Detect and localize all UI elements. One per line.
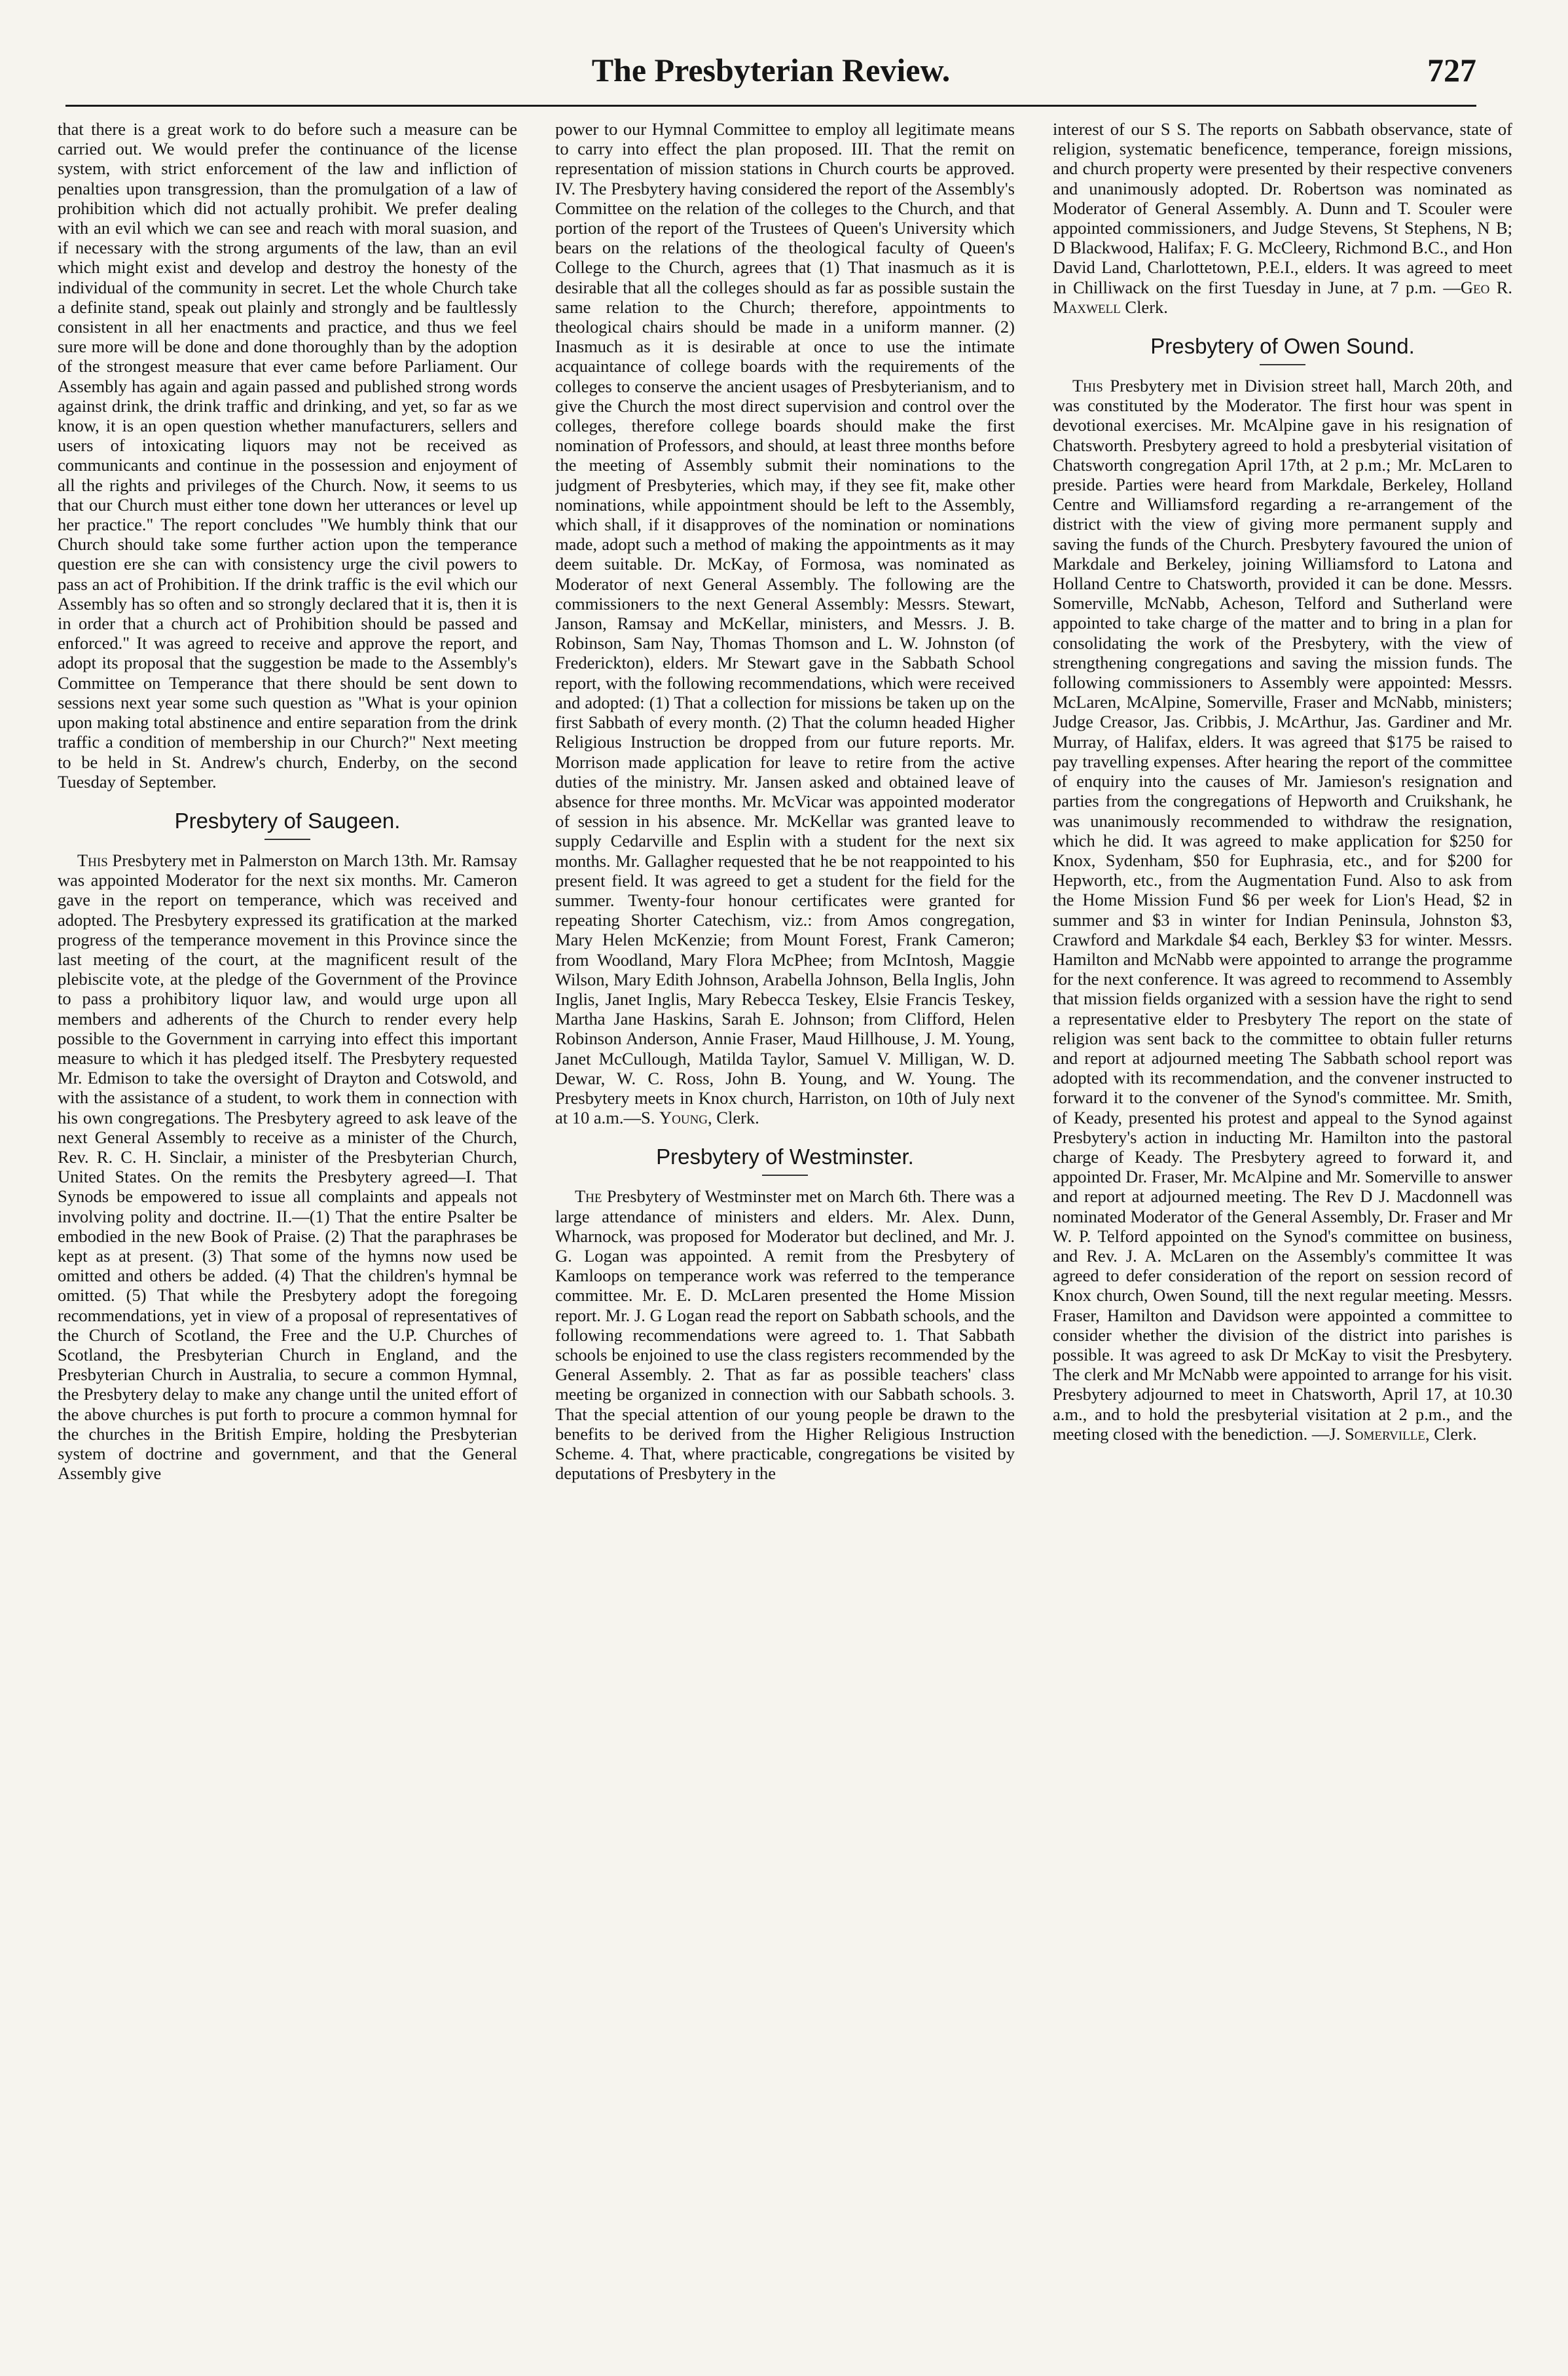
heading-rule [1260, 364, 1305, 365]
clerk-signature: Young [659, 1108, 708, 1128]
section-heading-owen-sound [1053, 334, 1512, 365]
heading-rule [264, 839, 310, 840]
heading-rule [762, 1175, 808, 1176]
article-paragraph [1053, 376, 1512, 1444]
article-continuation: that there is a great work to do before such a measure can be carried out. We would prefer the continuance of the license system, with strict enforcement of the law and infliction of penalties upon transgression, than the promulgation of a law of prohibition which did not actually prohibit. We prefer dealing with an evil which we can see and reach with moral suasion, and if necessary with the strong arguments of the law, than an evil which might exist and develop and destroy the honesty of the individual of the community in secret. Let the whole Church take a definite stand, speak out plainly and strongly and be faultlessly consistent in all her enactments and practice, and thus we feel sure more will be done and done thoroughly than by the adoption of the strongest measure that ever came before Parliament. Our Assembly has again and again passed and published strong words against drink, the drink traffic and drinking, and yet, so far as we know, it is an open question whether manufacturers, sellers and users of intoxicating liquors may not be received as communicants and continue in the possession and enjoyment of all the rights and privileges of the Church. Now, it seems to us that our Church must either tone down her utterances or level up her practice." The report concludes "We humbly think that our Church should take some further action upon the temperance question ere she can with consistency urge the civil powers to pass an act of Prohibition. If the drink traffic is the evil which our Assembly has so often and so strongly declared that it is, then it is in order that a church act of Prohibition should be passed and enforced." It was agreed to receive and approve the report, and adopt its proposal that the suggestion be made to the Assembly's Committee on Temperance that there should be sent down to sessions next year some such question as "What is your opinion upon making total abstinence and entire separation from the drink traffic a condition of membership in our Church?" Next meeting to be held in St. Andrew's church, Enderby, on the second Tuesday of September. [58, 119, 517, 792]
paragraph-text: interest of our S S. The reports on Sabbath observance, state of religion, systematic beneficence, temperance, foreign missions, and church property were presented by their respective conveners and unanimously adopted. Dr. Robertson was nominated as Moderator of General Assembly. A. Dunn and T. Scouler were appointed commissioners, and Judge Stevens, St Stephens, N B; D Blackwood, Halifax; F. G. McCleery, Richmond B.C., and Hon David Land, Charlottetown, P.E.I., elders. It was agreed to meet in Chilliwack on the first Tuesday in June, at 7 p.m. — [1053, 119, 1512, 297]
section-heading-text: Presbytery of Owen Sound. [1150, 334, 1415, 359]
column-2 [555, 119, 1015, 2358]
clerk-signature: Somerville [1344, 1423, 1425, 1444]
signature-suffix: , Clerk. [708, 1108, 759, 1128]
article-paragraph [555, 1186, 1015, 1483]
lead-word: The [575, 1186, 602, 1207]
paragraph-text: Presbytery met in Palmerston on March 13th. Mr. Ramsay was appointed Moderator for the next six months. Mr. Cameron gave in the report on temperance, which was received and adopted. The Presbytery expressed its gratification at the marked progress of the temperance movement in this Province since the last meeting of the court, at the magnificent result of the plebiscite vote, at the pledge of the Government of the Province to pass a prohibitory liquor law, and would urge upon all members and adherents of the Church to render every help possible to the Government in carrying into effect this important measure to which it has pledged itself. The Presbytery requested Mr. Edmison to take the oversight of Drayton and Cotswold, and with the assistance of a student, to work them in connection with his own congregations. The Presbytery agreed to ask leave of the next General Assembly to receive as a minister of the Church, Rev. R. C. H. Sinclair, a minister of the Presbyterian Church, United States. On the remits the Presbytery agreed—I. That Synods be empowered to issue all complaints and appeals not involving polity and doctrine. II.—(1) That the entire Psalter be embodied in the new Book of Praise. (2) That the paraphrases be kept as at present. (3) That some of the hymns now used be omitted and others be added. (4) That the children's hymnal be omitted. (5) That while the Presbytery adopt the foregoing recommendations, yet in view of a proposal of representatives of the Church of Scotland, the Free and the U.P. Churches of Scotland, the Presbyterian Church in England, and the Presbyterian Church in Australia, to secure a common Hymnal, the Presbytery delay to make any change until the united effort of the above churches is put forth to procure a common hymnal for the churches in the British Empire, holding the Presbyterian system of doctrine and government, and that the General Assembly give [58, 850, 517, 1484]
lead-word: This [77, 850, 108, 870]
paragraph-text: Presbytery met in Division street hall, March 20th, and was constituted by the Moderator. The first hour was spent in devotional exercises. Mr. McAlpine gave in his resignation of Chatsworth. Presbytery agreed to hold a presbyterial visitation of Chatsworth congregation April 17th, at 2 p.m.; Mr. McLaren to preside. Parties were heard from Markdale, Berkeley, Holland Centre and Williamsford regarding a re-arrangement of the district with the view of giving more permanent supply and saving the funds of the Church. Presbytery favoured the union of Markdale and Berkeley, joining Williamsford to Latona and Holland Centre to Chatsworth, provided it can be done. Messrs. Somerville, McNabb, Acheson, Telford and Sutherland were appointed to take charge of the matter and to bring in a plan for consolidating the work of the Presbytery, with the view of strengthening congregations and saving the mission funds. The following commissioners to Assembly were appointed: Messrs. McLaren, McAlpine, Somerville, Fraser and McNabb, ministers; Judge Creasor, Jas. Cribbis, J. McArthur, Jas. Gardiner and Mr. Murray, of Halifax, elders. It was agreed that $175 be raised to pay travelling expenses. After hearing the report of the committee of enquiry into the causes of Mr. Jamieson's resignation and parties from the congregations of Hepworth and Cruikshank, he was unanimously recommended to withdraw the resignation, which he did. It was agreed to make application for $250 for Knox, Sydenham, $50 for Euphrasia, etc., and for $200 for Hepworth, etc., from the Augmentation Fund. Also to ask from the Home Mission Fund $6 per week for Lion's Head, $2 in summer and $3 in winter for Indian Peninsula, Johnston $3, Crawford and Markdale $4 each, Berkley $3 for winter. Messrs. Hamilton and McNabb were appointed to arrange the programme for the next conference. It was agreed to recommend to Assembly that mission fields organized with a session have the right to send a representative elder to Presbytery The report on the state of religion was sent back to the committee to obtain fuller returns and report at adjourned meeting The Sabbath school report was adopted with its recommendation, and the convener instructed to forward it to the convener of the Synod's committee. Mr. Smith, of Keady, presented his protest and appeal to the Synod against Presbytery's action in inducting Mr. Hamilton into the pastoral charge of Keady. The Presbytery agreed to forward it, and appointed Dr. Fraser, Mr. McAlpine and Mr. Somerville to answer and report at adjourned meeting. The Rev D J. Macdonnell was nominated Moderator of the General Assembly, Dr. Fraser and Mr W. P. Telford appointed on the Synod's committee on business, and Rev. J. A. McLaren on the Assembly's committee It was agreed to defer consideration of the report on session record of Knox church, Owen Sound, till the next regular meeting. Messrs. Fraser, Hamilton and Davidson were appointed a committee to consider whether the division of the district into parishes is possible. It was agreed to ask Dr McKay to visit the Presbytery. The clerk and Mr McNabb were appointed to arrange for his visit. Presbytery adjourned to meet in Chatsworth, April 17, at 10.30 a.m., and to hold the presbyterial visitation at 2 p.m., and the meeting closed with the benediction. —J. [1053, 376, 1512, 1444]
article-paragraph [58, 850, 517, 1484]
page-number: 727 [1427, 52, 1476, 88]
article-continuation [1053, 119, 1512, 317]
column-1 [58, 119, 517, 2358]
signature-suffix: , Clerk. [1425, 1423, 1477, 1444]
section-heading-text: Presbytery of Saugeen. [174, 808, 401, 833]
column-3 [1053, 119, 1512, 2358]
section-heading-saugeen [58, 809, 517, 840]
lead-word: This [1072, 376, 1103, 396]
section-heading-text: Presbytery of Westminster. [656, 1144, 914, 1169]
section-heading-westminster [555, 1144, 1015, 1176]
paragraph-text: power to our Hymnal Committee to employ all legitimate means to carry into effect the plan proposed. III. That the remit on representation of mission stations in Church courts be approved. IV. The Presbytery having considered the report of the Assembly's Committee on the relation of the colleges to the Church, and that portion of the report of the Trustees of Queen's University which bears on the relations of the theological faculty of Queen's College to the Church, agrees that (1) That inasmuch as it is desirable that all the colleges should as far as possible sustain the same relation to the Church; therefore, appointments to theological chairs should be made in a uniform manner. (2) Inasmuch as it is desirable at once to use the intimate acquaintance of college boards with the requirements of the colleges to conserve the ancient usages of Presbyterianism, and to give the Church the most direct supervision and control over the colleges, therefore college boards should make the first nomination of Professors, and should, at least three months before the meeting of Assembly submit their nominations to the judgment of Presbyteries, which may, if they see fit, make other nominations, while appointment should be left to the Assembly, which shall, if it disapproves of the nomination or nominations made, adopt such a method of making the appointments as it may deem suitable. Dr. McKay, of Formosa, was nominated as Moderator of next General Assembly. The following are the commissioners to the next General Assembly: Messrs. Stewart, Janson, Ramsay and McKellar, ministers, and Messrs. J. B. Robinson, Sam Nay, Thomas Thomson and L. W. Johnston (of Frederickton), elders. Mr Stewart gave in the Sabbath School report, with the following recommendations, which were received and adopted: (1) That a collection for missions be taken up on the first Sabbath of every month. (2) That the column headed Higher Religious Instruction be dropped from our future reports. Mr. Morrison made application for leave to retire from the active duties of the ministry. Mr. Jansen asked and obtained leave of absence for three months. Mr. McVicar was appointed moderator of session in his absence. Mr. McKellar was granted leave to supply Cedarville and Esplin with a student for the next six months. Mr. Gallagher requested that he be not reappointed to his present field. It was agreed to get a student for the field for the summer. Twenty-four honour certificates were granted for repeating Shorter Catechism, viz.: from Amos congregation, Mary Helen McKenzie; from Mount Forest, Frank Cameron; from Woodland, Mary Flora McPhee; from McIntosh, Maggie Wilson, Mary Edith Johnson, Arabella Johnson, Bella Inglis, John Inglis, Janet Inglis, Mary Rebecca Teskey, Elsie Francis Teskey, Martha Jane Haskins, Sarah E. Johnson; from Clifford, Helen Robinson Anderson, Annie Fraser, Maud Hillhouse, J. M. Young, Janet McCullough, Matilda Taylor, Samuel V. Milligan, W. D. Dewar, W. C. Ross, John B. Young, and W. Young. The Presbytery meets in Knox church, Harriston, on 10th of July next at 10 a.m.—S. [555, 119, 1015, 1128]
page-title: The Presbyterian Review. [591, 52, 951, 88]
paragraph-text: Presbytery of Westminster met on March 6th. There was a large attendance of ministers and elders. Mr. Alex. Dunn, Wharnock, was proposed for Moderator but declined, and Mr. J. G. Logan was appointed. A remit from the Presbytery of Kamloops on temperance work was referred to the temperance committee. Mr. E. D. McLaren presented the Home Mission report. Mr. J. G Logan read the report on Sabbath schools, and the following recommendations were agreed to. 1. That Sabbath schools be enjoined to use the class registers recommended by the General Assembly. 2. That as far as possible teachers' class meeting be organized in connection with our Sabbath schools. 3. That the special attention of our young people be drawn to the benefits to be derived from the Higher Religious Instruction Scheme. 4. That, where practicable, congregations be visited by deputations of Presbytery in the [555, 1186, 1015, 1484]
article-continuation [555, 119, 1015, 1127]
clerk-signature: Geo R. Maxwell [1053, 277, 1512, 317]
signature-suffix: Clerk. [1120, 297, 1168, 317]
page-header [65, 46, 1476, 107]
